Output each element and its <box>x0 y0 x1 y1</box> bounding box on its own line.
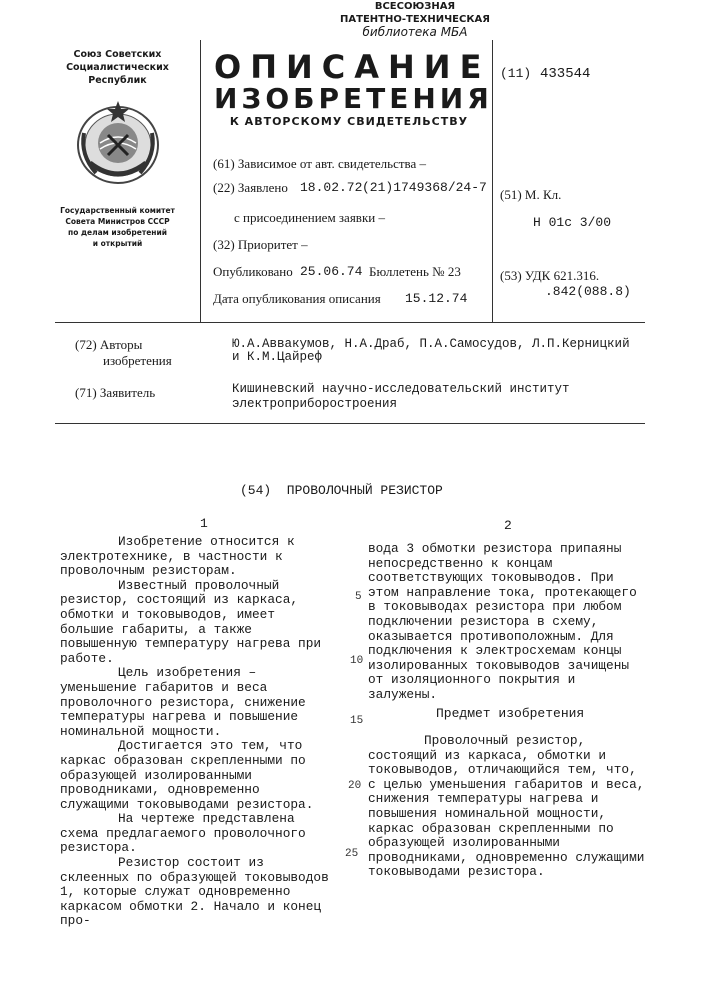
state-emblem-icon <box>68 93 168 193</box>
country-line-1: Союз Советских <box>55 48 180 61</box>
authors-label-2: изобретения <box>103 353 172 369</box>
field-21: (21)1749368/24-7 <box>362 180 487 195</box>
document-title: ОПИСАНИЕ <box>214 48 484 86</box>
classification-code: H 01c 3/00 <box>533 215 611 230</box>
column-number-1: 1 <box>200 516 208 531</box>
committee-line-2: Совета Министров СССР <box>55 216 180 227</box>
line-number-5: 5 <box>355 591 362 603</box>
field-53: (53) УДК 621.316. <box>500 268 599 284</box>
published-date: 25.06.74 <box>300 264 362 279</box>
line-number-10: 10 <box>350 655 363 667</box>
committee-line-3: по делам изобретений <box>55 227 180 238</box>
patent-number-label: (11) <box>500 66 531 81</box>
authors-line-1: Ю.А.Аввакумов, Н.А.Драб, П.А.Самосудов, Л.П.Керницкий <box>232 337 630 351</box>
patent-number: 433544 <box>540 66 590 82</box>
country-line-2: Социалистических <box>55 61 180 74</box>
stamp-line-2: ПАТЕНТНО-ТЕХНИЧЕСКАЯ <box>330 13 500 26</box>
udk-code: .842(088.8) <box>545 284 631 299</box>
col2-paragraph-1: вода 3 обмотки резистора припаяны непосредственно к концам соответствующих токовыводов. При этом направление токa, протекающего в токовыводах резистора при любом подключении резистора в схему, оказывается противоположным. Для подключения к электросхемам концы изолированных токовыводов зачищены от изоляционного покрытия и залужены. <box>368 542 646 703</box>
divider-horizontal-1 <box>55 322 645 323</box>
claim-heading: Предмет изобретения <box>436 706 584 721</box>
field-61: (61) Зависимое от авт. свидетельства – <box>213 156 426 172</box>
column-2-claim <box>368 734 646 880</box>
divider-vertical-left <box>200 40 201 322</box>
line-number-25: 25 <box>345 848 358 860</box>
description-date: 15.12.74 <box>405 291 467 306</box>
line-number-20: 20 <box>348 780 361 792</box>
field-22-date: 18.02.72 <box>300 180 362 195</box>
document-subtitle: К АВТОРСКОМУ СВИДЕТЕЛЬСТВУ <box>214 115 484 128</box>
applicant-label: (71) Заявитель <box>75 385 155 401</box>
issuer-block <box>55 48 180 249</box>
field-32: (32) Приоритет – <box>213 237 308 253</box>
column-number-2: 2 <box>504 518 512 533</box>
col1-paragraph-1: Изобретение относится к электротехнике, в частности к проволочным резисторам. <box>60 535 332 579</box>
committee-line-1: Государственный комитет <box>55 205 180 216</box>
col1-paragraph-3: Цель изобретения – уменьшение габаритов и веса проволочного резистора, снижение температуры нагрева и повышение номинальной мощности. <box>60 666 332 739</box>
applicant-line-1: Кишиневский научно-исследовательский институт <box>232 382 570 396</box>
col1-paragraph-4: Достигается это тем, что каркас образован скрепленными по образующей изолированными проводниками, одновременно служащими токовыводами резистора. <box>60 739 332 812</box>
authors-label: (72) Авторы <box>75 337 142 353</box>
col1-paragraph-6: Резистор состоит из склеенных по образующей токовыводов 1, которые служат одновременно каркасом обмотки 2. Начало и конец про- <box>60 856 332 929</box>
column-2-text <box>368 542 646 703</box>
stamp-line-1: ВСЕСОЮЗНАЯ <box>330 0 500 13</box>
library-stamp <box>330 0 500 39</box>
applicant-line-2: электроприборостроения <box>232 397 397 411</box>
document-title-line-2: ИЗОБРЕТЕНИЯ <box>214 82 484 115</box>
column-1-text <box>60 535 332 929</box>
country-line-3: Республик <box>55 74 180 87</box>
committee-line-4: и открытий <box>55 238 180 249</box>
field-22-appendix: с присоединением заявки – <box>234 210 385 226</box>
published-label: Опубликовано <box>213 264 293 280</box>
authors-line-2: и К.М.Цайреф <box>232 350 322 364</box>
description-date-label: Дата опубликования описания <box>213 291 381 307</box>
field-51: (51) М. Кл. <box>500 187 561 203</box>
divider-horizontal-2 <box>55 423 645 424</box>
bulletin-number: Бюллетень № 23 <box>369 264 461 280</box>
line-number-15: 15 <box>350 715 363 727</box>
invention-title: (54) ПРОВОЛОЧНЫЙ РЕЗИСТОР <box>240 483 443 498</box>
col1-paragraph-2: Известный проволочный резистор, состоящий из каркаса, обмотки и токовыводов, имеет большие габариты, а также повышенную температуру нагрева при работе. <box>60 579 332 667</box>
col1-paragraph-5: На чертеже представлена схема предлагаемого проволочного резистора. <box>60 812 332 856</box>
field-22-label: (22) Заявлено <box>213 180 288 196</box>
stamp-line-3: библиотека МБА <box>330 26 500 39</box>
col2-paragraph-2: Проволочный резистор, состоящий из каркаса, обмотки и токовыводов, отличающийся тем, что, с целью уменьшения габаритов и веса, снижения температуры нагрева и повышения номинальной мощности, каркас образован скрепленными по образующей изолированными проводниками, одновременно служащими токовыводами резистора. <box>368 734 646 880</box>
